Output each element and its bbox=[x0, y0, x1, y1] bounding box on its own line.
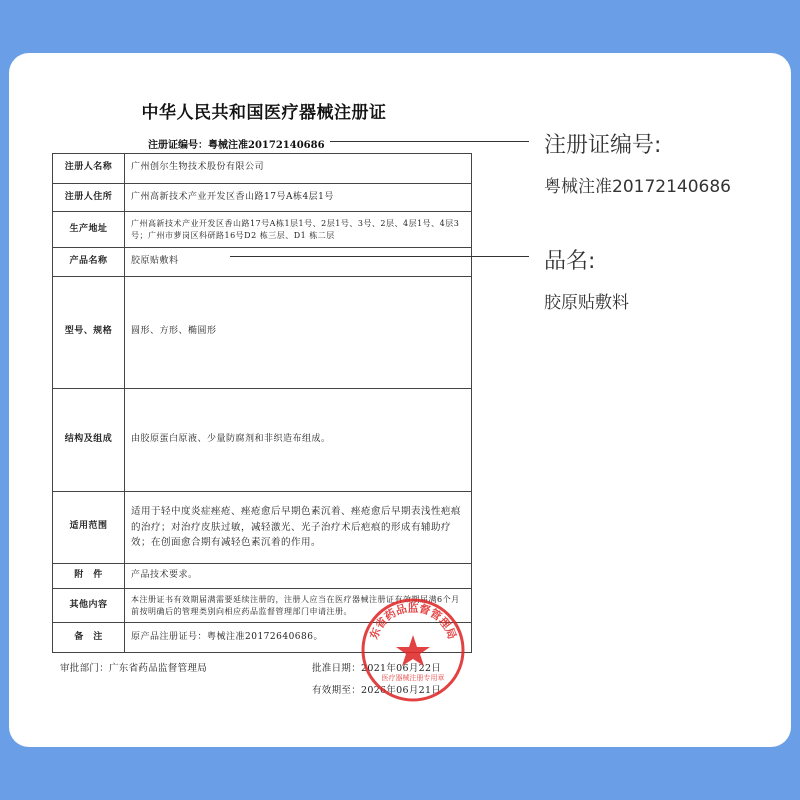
row-value: 胶原贴敷料 bbox=[125, 248, 472, 277]
table-row bbox=[53, 212, 472, 248]
row-label: 适用范围 bbox=[53, 491, 125, 563]
table-row bbox=[53, 388, 472, 491]
table-row bbox=[53, 491, 472, 563]
approval-date: 批准日期：2021年06月22日 bbox=[312, 663, 442, 674]
callout-registration-label: 注册证编号: bbox=[544, 133, 662, 158]
table-row bbox=[53, 277, 472, 388]
approval-department: 审批部门：广东省药品监督管理局 bbox=[60, 663, 208, 674]
row-value: 本注册证书有效期届满需要延续注册的，注册人应当在医疗器械注册证有效期届满6个月前按明确后的管理类别向相应药品监督管理部门申请注册。 bbox=[125, 589, 472, 623]
seal-ring-text: 东省药品监督管理局 bbox=[367, 601, 459, 642]
row-label: 结构及组成 bbox=[53, 388, 125, 491]
table-row bbox=[53, 183, 472, 212]
row-value: 产品技术要求。 bbox=[125, 563, 472, 588]
row-value: 广州创尔生物技术股份有限公司 bbox=[125, 154, 472, 184]
row-value: 广州高新技术产业开发区香山路17号A栋4层1号 bbox=[125, 183, 472, 212]
certificate-table bbox=[52, 153, 472, 653]
row-label: 其他内容 bbox=[53, 589, 125, 623]
callout-pointer-line bbox=[230, 256, 529, 257]
row-label: 备 注 bbox=[53, 623, 125, 653]
row-value: 由胶原蛋白原液、少量防腐剂和非织造布组成。 bbox=[125, 388, 472, 491]
row-label: 附 件 bbox=[53, 563, 125, 588]
callout-pointer-line bbox=[330, 141, 529, 142]
row-label: 产品名称 bbox=[53, 248, 125, 277]
certificate-title: 中华人民共和国医疗器械注册证 bbox=[141, 103, 387, 123]
table-row bbox=[53, 563, 472, 588]
table-row bbox=[53, 248, 472, 277]
callout-registration-value: 粤械注准20172140686 bbox=[544, 177, 731, 197]
seal-star-icon bbox=[396, 635, 430, 666]
row-value: 原产品注册证号：粤械注准20172640686。 bbox=[125, 623, 472, 653]
registration-number-line: 注册证编号：粤械注准20172140686 bbox=[148, 140, 325, 151]
row-value: 适用于轻中度炎症痤疮、痤疮愈后早期色素沉着、痤疮愈后早期表浅性疤痕的治疗；对治疗皮肤过敏，减轻激光、光子治疗术后疤痕的形成有辅助疗效；在创面愈合期有减轻色素沉着的作用。 bbox=[125, 491, 472, 563]
seal-inner-text: 医疗器械注册专用章 bbox=[381, 674, 445, 682]
callout-product-value: 胶原贴敷料 bbox=[544, 293, 629, 313]
row-value: 圆形、方形、椭圆形 bbox=[125, 277, 472, 388]
row-label: 生产地址 bbox=[53, 212, 125, 248]
callout-product-label: 品名: bbox=[544, 249, 596, 274]
row-value: 广州高新技术产业开发区香山路17号A栋1层1号、2层1号、3号、2层、4层1号、4层3号；广州市萝岗区科研路16号D2 栋三层、D1 栋二层 bbox=[125, 212, 472, 248]
row-label: 注册人住所 bbox=[53, 183, 125, 212]
table-row bbox=[53, 154, 472, 184]
row-label: 注册人名称 bbox=[53, 154, 125, 184]
row-label: 型号、规格 bbox=[53, 277, 125, 388]
official-seal bbox=[360, 597, 466, 703]
expiry-date: 有效期至：2026年06月21日 bbox=[312, 685, 442, 696]
